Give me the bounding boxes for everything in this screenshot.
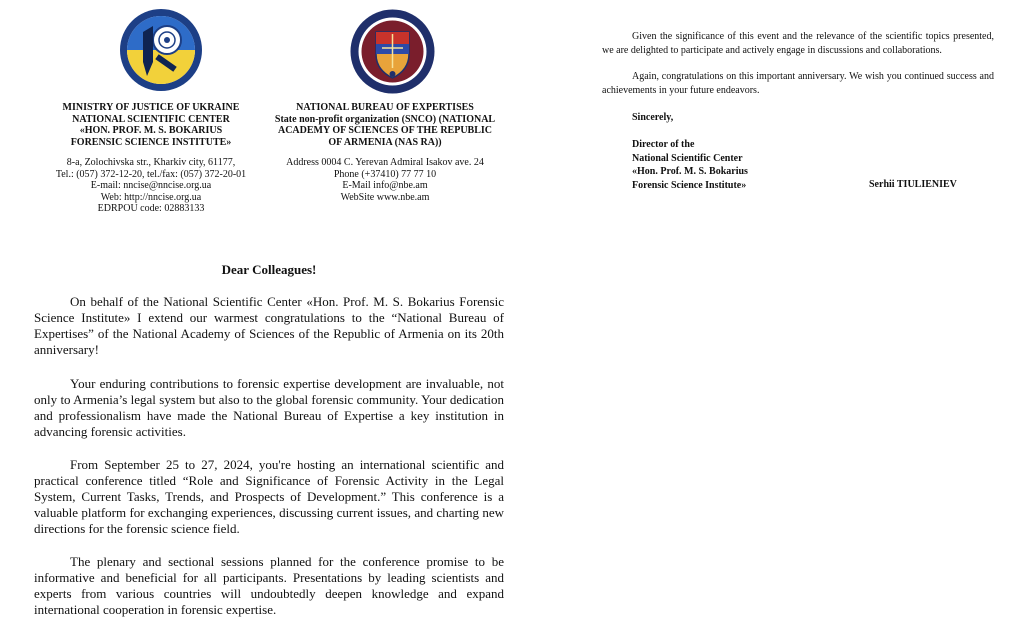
letterhead-line: NATIONAL BUREAU OF EXPERTISES [296,102,474,113]
signer-title-line: Director of the [632,139,695,150]
ukraine-institute-letterhead [40,102,262,215]
paragraph-text: Given the significance of this event and the relevance of the scientific topics presented, we are delighted to participate and actively engage in discussions and collaborations. [602,31,994,56]
email-line: E-Mail info@nbe.am [342,180,428,191]
paragraph-text: Again, congratulations on this important anniversary. We wish you continued success and achievements in your future endeavors. [602,71,994,96]
armenia-bureau-contacts [266,157,504,203]
signer-name: Serhii TIULIENIEV [869,179,957,190]
signer-title-line: «Hon. Prof. M. S. Bokarius [632,166,748,177]
letterhead-line: FORENSIC SCIENCE INSTITUTE» [70,136,232,148]
address-line: Address 0004 C. Yerevan Admiral Isakov ave. 24 [286,157,484,168]
paragraph-text: Your enduring contributions to forensic expertise development are invaluable, not only to Armenia’s legal system but also to the global forensic community. Your dedication and professionalism have made the National Bureau of Expertise a key institution in advancing forensic activities. [34,376,504,439]
letterhead-line: State non-profit organization (SNCO) (NATIONAL [274,113,496,125]
letterhead-line: ACADEMY OF SCIENCES OF THE REPUBLIC [277,125,492,136]
letterhead-line: «HON. PROF. M. S. BOKARIUS [79,125,223,136]
ukraine-institute-name [40,102,262,148]
letter-greeting: Dear Colleagues! [221,262,317,277]
letterhead-line: OF ARMENIA (NAS RA)) [328,136,442,148]
paragraph-text: From September 25 to 27, 2024, you're hosting an international scientific and practical conference titled “Role and Significance of Forensic Activity in the Legal System, Current Tasks, Trends, and Prospects of Development.” This conference is a valuable platform for exchanging experiences, discussing current issues, and charting new directions for the forensic science field. [34,457,504,536]
letter-closing: Sincerely, [632,112,674,123]
letterhead-line: MINISTRY OF JUSTICE OF UKRAINE [62,102,240,113]
letter-continued-paragraph [602,30,994,57]
ukraine-institute-contacts [40,157,262,215]
signer-title-line: National Scientific Center [632,152,743,164]
signer-title-line: Forensic Science Institute» [632,179,747,191]
armenia-bureau-letterhead [266,102,504,203]
letter-paragraph [34,294,504,358]
address-line: 8-a, Zolochivska str., Kharkiv city, 61177, [66,157,236,168]
letterhead-line: NATIONAL SCIENTIFIC CENTER [72,113,230,125]
letter-paragraph [34,376,504,440]
signer-title [632,138,748,192]
paragraph-text: The plenary and sectional sessions planned for the conference promise to be informative and beneficial for all participants. Presentations by leading scientists and experts from various countries will undoubtedly deepen knowledge and expand international cooperation in forensic expertise. [34,554,504,617]
phone-line: Tel.: (057) 372-12-20, tel./fax: (057) 372-20-01 [55,168,247,180]
letter-paragraph [34,457,504,537]
paragraph-text: On behalf of the National Scientific Center «Hon. Prof. M. S. Bokarius Forensic Science Institute» I extend our warmest congratulations to the “National Bureau of Expertises” of the National Academy of Sciences of the Republic of Armenia on its 20th anniversary! [34,294,504,357]
email-line: E-mail: nncise@nncise.org.ua [90,180,212,191]
edrpou-line: EDRPOU code: 02883133 [97,203,205,214]
bokarius-institute-emblem [119,8,203,92]
letter-paragraph [34,554,504,618]
phone-line: Phone (+37410) 77 77 10 [333,168,437,180]
armenia-bureau-name [266,102,504,148]
web-line: Web: http://nncise.org.ua [100,191,202,203]
national-bureau-of-expertises-emblem [349,8,436,95]
letter-continued-paragraph [602,70,994,97]
web-line: WebSite www.nbe.am [340,191,430,203]
